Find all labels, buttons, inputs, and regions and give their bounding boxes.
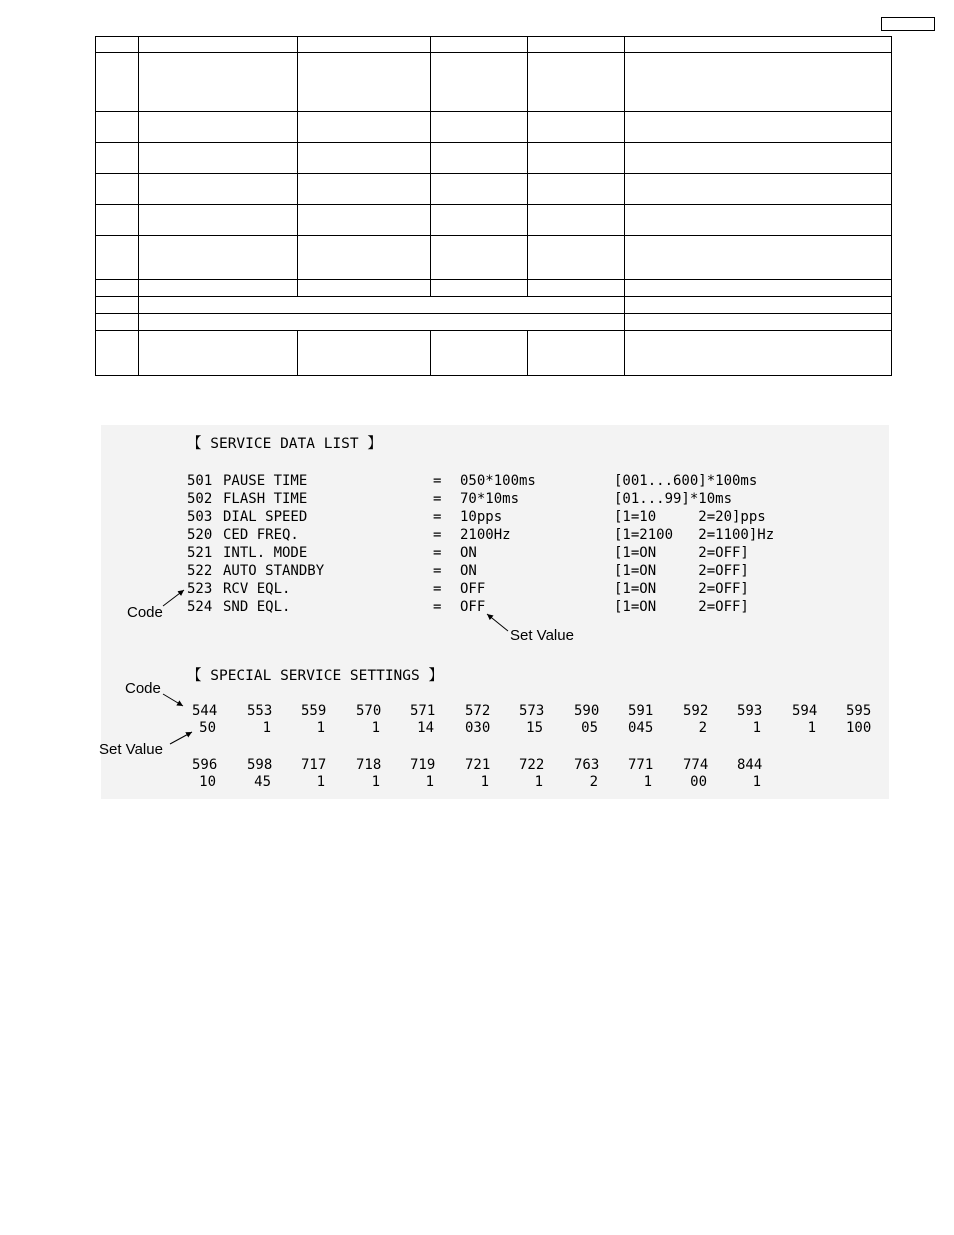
row-equals: =: [433, 563, 442, 579]
setting-code: 763: [574, 757, 600, 773]
row-code: 503: [187, 509, 213, 525]
row-value: OFF: [460, 581, 486, 597]
row-name: SND EQL.: [223, 599, 291, 615]
row-value: 70*10ms: [460, 491, 520, 507]
table-cell: [139, 174, 298, 205]
row-equals: =: [433, 527, 442, 543]
table-cell: [625, 205, 892, 236]
table-cell: [96, 314, 139, 331]
row-value: 2100Hz: [460, 527, 511, 543]
table-cell: [431, 143, 528, 174]
row-range: [1=10 2=20]pps: [614, 509, 766, 525]
setting-value: 045: [628, 720, 654, 736]
table-cell: [96, 280, 139, 297]
setting-code: 544: [192, 703, 218, 719]
table-cell: [528, 236, 625, 280]
setting-value: 1: [316, 720, 325, 736]
table-cell: [96, 53, 139, 112]
code-callout-label: Code: [125, 680, 161, 697]
row-range: [1=ON 2=OFF]: [614, 599, 749, 615]
setting-value: 10: [199, 774, 216, 790]
row-range: [1=ON 2=OFF]: [614, 581, 749, 597]
row-value: 10pps: [460, 509, 503, 525]
setting-code: 598: [247, 757, 273, 773]
table-cell: [625, 37, 892, 53]
table-cell: [431, 174, 528, 205]
table-cell: [625, 280, 892, 297]
row-name: DIAL SPEED: [223, 509, 308, 525]
table-cell: [431, 331, 528, 376]
table-cell: [528, 112, 625, 143]
setting-code: 570: [356, 703, 382, 719]
table-cell: [431, 236, 528, 280]
row-name: CED FREQ.: [223, 527, 299, 543]
table-cell: [139, 331, 298, 376]
setting-value: 100: [846, 720, 872, 736]
setting-value: 2: [698, 720, 707, 736]
row-value: 050*100ms: [460, 473, 536, 489]
setting-value: 1: [371, 774, 380, 790]
setting-code: 774: [683, 757, 709, 773]
table-cell: [528, 37, 625, 53]
row-value: ON: [460, 563, 477, 579]
setting-code: 592: [683, 703, 709, 719]
setting-code: 572: [465, 703, 491, 719]
table-cell: [139, 280, 298, 297]
table-cell: [96, 112, 139, 143]
table-cell: [139, 53, 298, 112]
table-cell: [528, 205, 625, 236]
row-code: 520: [187, 527, 213, 543]
table-cell: [139, 143, 298, 174]
setting-value: 05: [581, 720, 598, 736]
table-cell: [96, 205, 139, 236]
setting-code: 573: [519, 703, 545, 719]
table-cell: [431, 53, 528, 112]
table-cell: [431, 280, 528, 297]
setting-code: 571: [410, 703, 436, 719]
setting-value: 00: [690, 774, 707, 790]
set-value-callout-label: Set Value: [510, 627, 574, 644]
table-cell: [625, 314, 892, 331]
setting-value: 1: [534, 774, 543, 790]
setting-code: 553: [247, 703, 273, 719]
table-cell: [96, 236, 139, 280]
setting-value: 1: [262, 720, 271, 736]
setting-code: 596: [192, 757, 218, 773]
row-equals: =: [433, 545, 442, 561]
row-name: INTL. MODE: [223, 545, 308, 561]
table-cell: [625, 297, 892, 314]
row-code: 501: [187, 473, 213, 489]
setting-code: 590: [574, 703, 600, 719]
setting-code: 771: [628, 757, 654, 773]
row-equals: =: [433, 491, 442, 507]
setting-code: 594: [792, 703, 818, 719]
table-cell: [96, 143, 139, 174]
setting-code: 593: [737, 703, 763, 719]
table-cell: [528, 280, 625, 297]
table-cell: [139, 236, 298, 280]
row-equals: =: [433, 581, 442, 597]
table-cell: [96, 37, 139, 53]
service-data-list-title: 【 SERVICE DATA LIST 】: [187, 436, 382, 452]
table-cell: [298, 37, 431, 53]
blank-table: [95, 36, 892, 376]
setting-code: 722: [519, 757, 545, 773]
table-cell: [96, 297, 139, 314]
row-name: FLASH TIME: [223, 491, 308, 507]
setting-code: 719: [410, 757, 436, 773]
setting-code: 717: [301, 757, 327, 773]
row-range: [1=ON 2=OFF]: [614, 545, 749, 561]
row-range: [1=ON 2=OFF]: [614, 563, 749, 579]
row-range: [001...600]*100ms: [614, 473, 758, 489]
setting-value: 1: [425, 774, 434, 790]
table-cell: [625, 331, 892, 376]
setting-value: 1: [643, 774, 652, 790]
table-cell: [528, 53, 625, 112]
row-name: PAUSE TIME: [223, 473, 308, 489]
setting-value: 1: [480, 774, 489, 790]
table-cell: [625, 143, 892, 174]
table-cell: [528, 143, 625, 174]
code-callout-label: Code: [127, 604, 163, 621]
table-cell: [431, 205, 528, 236]
table-cell: [139, 205, 298, 236]
setting-value: 1: [752, 720, 761, 736]
table-cell: [139, 297, 625, 314]
setting-code: 595: [846, 703, 872, 719]
row-value: OFF: [460, 599, 486, 615]
row-name: RCV EQL.: [223, 581, 291, 597]
table-cell: [431, 112, 528, 143]
table-cell: [96, 174, 139, 205]
row-equals: =: [433, 599, 442, 615]
table-cell: [528, 174, 625, 205]
setting-code: 559: [301, 703, 327, 719]
setting-value: 1: [807, 720, 816, 736]
setting-code: 721: [465, 757, 491, 773]
table-cell: [139, 37, 298, 53]
table-cell: [625, 112, 892, 143]
row-name: AUTO STANDBY: [223, 563, 325, 579]
table-cell: [298, 53, 431, 112]
page-number-box: [881, 17, 935, 31]
row-code: 502: [187, 491, 213, 507]
table-cell: [298, 205, 431, 236]
table-cell: [298, 236, 431, 280]
row-code: 521: [187, 545, 213, 561]
table-cell: [298, 331, 431, 376]
set-value-callout-label: Set Value: [99, 741, 163, 758]
row-range: [01...99]*10ms: [614, 491, 733, 507]
setting-value: 50: [199, 720, 216, 736]
table-cell: [139, 112, 298, 143]
setting-value: 1: [371, 720, 380, 736]
setting-value: 2: [589, 774, 598, 790]
special-settings-title: 【 SPECIAL SERVICE SETTINGS 】: [187, 668, 443, 684]
setting-code: 844: [737, 757, 763, 773]
setting-value: 45: [254, 774, 271, 790]
row-equals: =: [433, 473, 442, 489]
table-cell: [298, 174, 431, 205]
table-cell: [96, 331, 139, 376]
setting-code: 718: [356, 757, 382, 773]
setting-code: 591: [628, 703, 654, 719]
table-cell: [139, 314, 625, 331]
setting-value: 14: [417, 720, 434, 736]
row-equals: =: [433, 509, 442, 525]
table-cell: [625, 53, 892, 112]
row-code: 523: [187, 581, 213, 597]
table-cell: [625, 236, 892, 280]
table-cell: [298, 280, 431, 297]
setting-value: 1: [752, 774, 761, 790]
table-cell: [528, 331, 625, 376]
table-cell: [625, 174, 892, 205]
setting-value: 15: [526, 720, 543, 736]
table-cell: [298, 112, 431, 143]
row-code: 522: [187, 563, 213, 579]
table-cell: [431, 37, 528, 53]
table-cell: [298, 143, 431, 174]
setting-value: 1: [316, 774, 325, 790]
row-code: 524: [187, 599, 213, 615]
row-range: [1=2100 2=1100]Hz: [614, 527, 775, 543]
row-value: ON: [460, 545, 477, 561]
setting-value: 030: [465, 720, 491, 736]
